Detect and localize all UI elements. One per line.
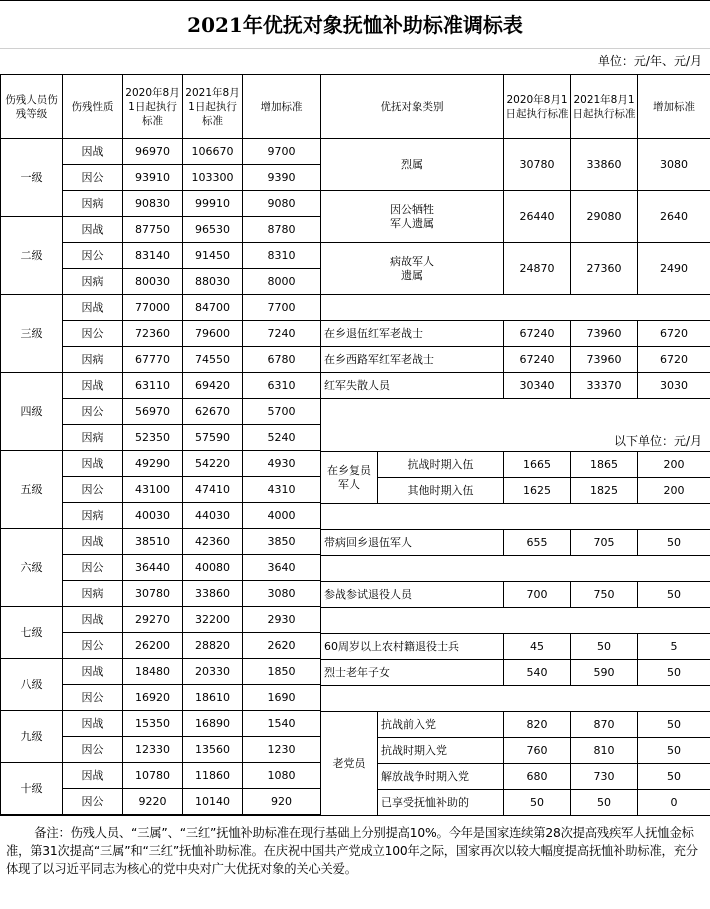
value-increase: 1850 [243,659,321,685]
value-increase: 6720 [638,321,710,347]
header-category: 优抚对象类别 [321,75,504,139]
value-increase: 7700 [243,295,321,321]
value-2020: 83140 [123,243,183,269]
table-row [321,347,710,373]
table-row [321,790,710,816]
value-2020: 18480 [123,659,183,685]
table-row [321,191,710,243]
value-increase: 5700 [243,399,321,425]
value-increase: 0 [638,790,710,816]
value-increase: 7240 [243,321,321,347]
nature-cell: 因战 [63,659,123,685]
category-cell: 红军失散人员 [321,373,504,399]
table-row [1,295,321,321]
header-nature: 伤残性质 [63,75,123,139]
value-2021: 44030 [183,503,243,529]
nature-cell: 因公 [63,555,123,581]
value-2020: 26200 [123,633,183,659]
value-2020: 24870 [504,243,571,295]
value-2020: 680 [504,764,571,790]
nature-cell: 因公 [63,477,123,503]
header-increase: 增加标准 [638,75,710,139]
nature-cell: 因战 [63,607,123,633]
value-2021: 88030 [183,269,243,295]
old-party-members-table [320,711,710,816]
table-row [321,660,710,686]
value-increase: 6310 [243,373,321,399]
value-increase: 2930 [243,607,321,633]
category-cell: 其他时期入伍 [378,478,504,504]
nature-cell: 因公 [63,321,123,347]
category-cell: 烈属 [321,139,504,191]
header-2020: 2020年8月1日起执行标准 [504,75,571,139]
value-increase: 1540 [243,711,321,737]
value-increase: 50 [638,712,710,738]
nature-cell: 因战 [63,451,123,477]
disabled-personnel-table [0,74,321,815]
value-2021: 57590 [183,425,243,451]
value-increase: 3030 [638,373,710,399]
rural-soldiers-table [320,633,710,686]
table-row [1,451,321,477]
category-cell: 带病回乡退伍军人 [321,530,504,556]
level-cell: 六级 [1,529,63,607]
value-2021: 50 [571,634,638,660]
martyr-family-table [320,74,710,295]
value-2021: 705 [571,530,638,556]
table-row [321,764,710,790]
value-2020: 67770 [123,347,183,373]
demobilized-soldiers-table [320,451,710,504]
value-2020: 700 [504,582,571,608]
value-increase: 6720 [638,347,710,373]
value-increase: 50 [638,582,710,608]
table-row [321,243,710,295]
category-cell: 在乡退伍红军老战士 [321,321,504,347]
value-increase: 50 [638,660,710,686]
value-2021: 32200 [183,607,243,633]
value-2020: 43100 [123,477,183,503]
value-increase: 8000 [243,269,321,295]
value-2021: 750 [571,582,638,608]
value-2020: 87750 [123,217,183,243]
value-increase: 9080 [243,191,321,217]
table-row [321,582,710,608]
value-2020: 50 [504,790,571,816]
value-2020: 56970 [123,399,183,425]
group-cell: 在乡复员军人 [321,452,378,504]
red-army-table [320,320,710,399]
value-2021: 73960 [571,347,638,373]
value-2020: 540 [504,660,571,686]
value-increase: 8780 [243,217,321,243]
value-increase: 4310 [243,477,321,503]
war-veterans-table [320,581,710,608]
table-row [1,763,321,789]
value-2020: 760 [504,738,571,764]
value-2020: 655 [504,530,571,556]
value-2021: 50 [571,790,638,816]
nature-cell: 因战 [63,529,123,555]
value-2021: 29080 [571,191,638,243]
value-2021: 54220 [183,451,243,477]
table-row [321,452,710,478]
nature-cell: 因病 [63,269,123,295]
group-cell: 老党员 [321,712,378,816]
value-2020: 80030 [123,269,183,295]
value-2021: 74550 [183,347,243,373]
value-increase: 200 [638,452,710,478]
value-2021: 18610 [183,685,243,711]
value-2021: 47410 [183,477,243,503]
table-row [321,478,710,504]
value-2020: 820 [504,712,571,738]
level-cell: 二级 [1,217,63,295]
nature-cell: 因战 [63,763,123,789]
value-increase: 3640 [243,555,321,581]
value-increase: 50 [638,530,710,556]
footnote: 备注：伤残人员、“三属”、“三红”抚恤补助标准在现行基础上分别提高10%。今年是国家连续第28次提高残疾军人抚恤金标准，第31次提高“三属”和“三红”抚恤补助标准。在庆祝中国共产党成立100年之际，国家再次以较大幅度提高抚恤补助标准，充分体现了以习近平同志为核心的党中央对广大优抚对象的关心关爱。 [0,815,710,909]
category-cell: 已享受抚恤补助的 [378,790,504,816]
value-increase: 2640 [638,191,710,243]
nature-cell: 因战 [63,373,123,399]
header-level: 伤残人员伤残等级 [1,75,63,139]
value-2020: 90830 [123,191,183,217]
table-row [1,139,321,165]
value-2020: 93910 [123,165,183,191]
value-increase: 2490 [638,243,710,295]
value-2021: 103300 [183,165,243,191]
value-increase: 50 [638,764,710,790]
level-cell: 七级 [1,607,63,659]
nature-cell: 因公 [63,165,123,191]
value-increase: 3080 [243,581,321,607]
category-cell: 因公牺牲军人遗属 [321,191,504,243]
table-row [321,634,710,660]
value-increase: 5240 [243,425,321,451]
level-cell: 九级 [1,711,63,763]
value-increase: 1230 [243,737,321,763]
table-row [1,529,321,555]
value-increase: 50 [638,738,710,764]
nature-cell: 因公 [63,399,123,425]
nature-cell: 因公 [63,685,123,711]
category-cell: 60周岁以上农村籍退役士兵 [321,634,504,660]
nature-cell: 因病 [63,425,123,451]
value-2021: 16890 [183,711,243,737]
value-increase: 200 [638,478,710,504]
value-increase: 2620 [243,633,321,659]
table-row [1,373,321,399]
header-2021: 2021年8月1日起执行标准 [571,75,638,139]
value-2020: 1625 [504,478,571,504]
table-row [321,373,710,399]
value-increase: 1690 [243,685,321,711]
value-2020: 63110 [123,373,183,399]
value-2020: 49290 [123,451,183,477]
level-cell: 十级 [1,763,63,815]
category-cell: 参战参试退役人员 [321,582,504,608]
nature-cell: 因病 [63,191,123,217]
value-2021: 13560 [183,737,243,763]
value-2020: 67240 [504,321,571,347]
value-2020: 10780 [123,763,183,789]
value-2021: 11860 [183,763,243,789]
value-2021: 40080 [183,555,243,581]
value-increase: 9700 [243,139,321,165]
nature-cell: 因战 [63,139,123,165]
value-2021: 84700 [183,295,243,321]
nature-cell: 因病 [63,503,123,529]
value-2021: 810 [571,738,638,764]
value-2021: 96530 [183,217,243,243]
value-2021: 42360 [183,529,243,555]
level-cell: 五级 [1,451,63,529]
value-2020: 30780 [123,581,183,607]
value-2020: 40030 [123,503,183,529]
table-row [1,607,321,633]
level-cell: 三级 [1,295,63,373]
value-2021: 590 [571,660,638,686]
value-2020: 15350 [123,711,183,737]
value-increase: 3850 [243,529,321,555]
value-2020: 26440 [504,191,571,243]
disabled-personnel-rows [1,139,321,815]
table-header-row [321,75,710,139]
header-increase: 增加标准 [243,75,321,139]
unit-label-top: 单位：元/年、元/月 [597,54,702,68]
value-2021: 33860 [183,581,243,607]
value-increase: 1080 [243,763,321,789]
table-row [321,738,710,764]
table-row [1,711,321,737]
nature-cell: 因病 [63,347,123,373]
value-2020: 16920 [123,685,183,711]
nature-cell: 因战 [63,217,123,243]
nature-cell: 因公 [63,737,123,763]
category-cell: 抗战时期入伍 [378,452,504,478]
table-row [1,217,321,243]
table-row [321,712,710,738]
value-2020: 96970 [123,139,183,165]
value-increase: 6780 [243,347,321,373]
category-cell: 解放战争时期入党 [378,764,504,790]
value-increase: 3080 [638,139,710,191]
value-2021: 33860 [571,139,638,191]
value-2020: 72360 [123,321,183,347]
value-increase: 9390 [243,165,321,191]
value-2021: 20330 [183,659,243,685]
value-2020: 30340 [504,373,571,399]
value-2020: 67240 [504,347,571,373]
value-2021: 62670 [183,399,243,425]
value-2020: 38510 [123,529,183,555]
value-2020: 1665 [504,452,571,478]
category-cell: 烈士老年子女 [321,660,504,686]
value-increase: 920 [243,789,321,815]
table-row [321,139,710,191]
table-row [321,530,710,556]
value-2021: 99910 [183,191,243,217]
nature-cell: 因公 [63,789,123,815]
value-2021: 870 [571,712,638,738]
value-2021: 730 [571,764,638,790]
table-header-row [1,75,321,139]
value-2021: 27360 [571,243,638,295]
value-2020: 36440 [123,555,183,581]
value-2020: 30780 [504,139,571,191]
value-2021: 69420 [183,373,243,399]
value-2021: 73960 [571,321,638,347]
value-2021: 33370 [571,373,638,399]
value-2021: 1865 [571,452,638,478]
value-2021: 1825 [571,478,638,504]
nature-cell: 因战 [63,711,123,737]
category-cell: 病故军人遗属 [321,243,504,295]
value-increase: 5 [638,634,710,660]
nature-cell: 因公 [63,633,123,659]
value-2020: 9220 [123,789,183,815]
nature-cell: 因战 [63,295,123,321]
sick-veterans-table [320,529,710,556]
level-cell: 八级 [1,659,63,711]
category-cell: 在乡西路军红军老战士 [321,347,504,373]
nature-cell: 因公 [63,243,123,269]
category-cell: 抗战时期入党 [378,738,504,764]
level-cell: 四级 [1,373,63,451]
value-2021: 10140 [183,789,243,815]
value-2020: 12330 [123,737,183,763]
value-2021: 28820 [183,633,243,659]
nature-cell: 因病 [63,581,123,607]
unit-label-monthly: 以下单位：元/月 [613,434,702,448]
value-2020: 45 [504,634,571,660]
value-increase: 4000 [243,503,321,529]
category-cell: 抗战前入党 [378,712,504,738]
value-2020: 52350 [123,425,183,451]
value-2020: 77000 [123,295,183,321]
value-increase: 4930 [243,451,321,477]
value-2020: 29270 [123,607,183,633]
table-row [1,659,321,685]
level-cell: 一级 [1,139,63,217]
value-2021: 106670 [183,139,243,165]
value-2021: 79600 [183,321,243,347]
value-2021: 91450 [183,243,243,269]
header-2020: 2020年8月1日起执行标准 [123,75,183,139]
value-increase: 8310 [243,243,321,269]
table-row [321,321,710,347]
header-2021: 2021年8月1日起执行标准 [183,75,243,139]
page-title: 2021年优抚对象抚恤补助标准调标表 [0,0,710,49]
